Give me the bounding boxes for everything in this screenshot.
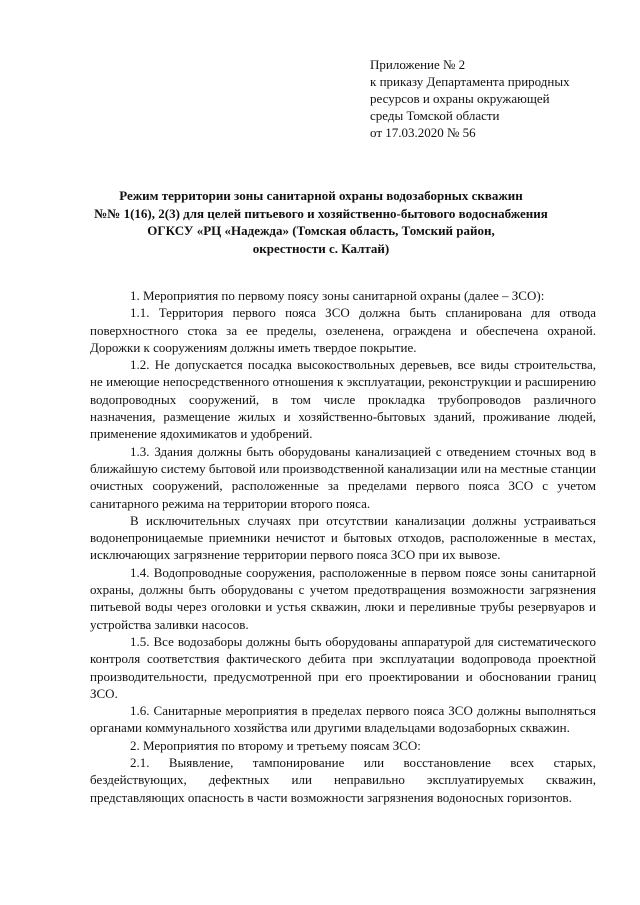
appendix-line: Приложение № 2 (370, 57, 466, 72)
paragraph-1-5: 1.5. Все водозаборы должны быть оборудованы аппаратурой для систематического контроля соответствия фактического дебита при эксплуатации водопровода проектной производительности, предусмотренной при его проектировании и обосновании границ ЗСО. (90, 633, 596, 701)
appendix-header (370, 56, 620, 141)
section-heading-2: 2. Мероприятия по второму и третьему поясам ЗСО: (130, 737, 421, 753)
document-title (60, 187, 582, 257)
document-body (90, 287, 596, 806)
paragraph-2-1: 2.1. Выявление, тампонирование или восстановление всех старых, бездействующих, дефектных или неправильно эксплуатируемых скважин, представляющих опасность в части возможности загрязнения водоносных горизонтов. (90, 755, 596, 805)
title-line: Режим территории зоны санитарной охраны водозаборных скважин (119, 188, 523, 203)
title-line: №№ 1(16), 2(3) для целей питьевого и хозяйственно-бытового водоснабжения (94, 205, 548, 221)
title-line: ОГКСУ «РЦ «Надежда» (Томская область, Томский район, (147, 223, 495, 239)
paragraph-1-3: 1.3. Здания должны быть оборудованы канализацией с отведением сточных вод в ближайшую систему бытовой или производственной канализации или на местные станции очистных сооружений, расположенные за пределами первого пояса ЗСО с учетом санитарного режима на территории второго пояса. (90, 443, 596, 511)
paragraph-1-3-exception: В исключительных случаях при отсутствии канализации должны устраиваться водонепроницаемые приемники нечистот и бытовых отходов, расположенные в местах, исключающих загрязнение территории первого пояса ЗСО при их вывозе. (90, 512, 596, 563)
title-line: окрестности с. Калтай) (252, 240, 390, 256)
appendix-line: ресурсов и охраны окружающей (370, 91, 550, 106)
paragraph-1-1: 1.1. Территория первого пояса ЗСО должна быть спланирована для отвода поверхностного стока за ее пределы, озеленена, ограждена и обеспечена охраной. Дорожки к сооружениям должны иметь твердое покрытие. (90, 305, 596, 355)
appendix-line: от 17.03.2020 № 56 (370, 125, 476, 140)
paragraph-1-2: 1.2. Не допускается посадка высокоствольных деревьев, все виды строительства, не имеющие непосредственного отношения к эксплуатации, реконструкции и расширению водопроводных сооружений, в том числе прокладка трубопроводов различного назначения, размещение жилых и хозяйственно-бытовых зданий, проживание людей, применение ядохимикатов и удобрений. (90, 357, 596, 442)
appendix-line: к приказу Департамента природных (370, 74, 570, 89)
section-heading-1: 1. Мероприятия по первому поясу зоны санитарной охраны (далее – ЗСО): (130, 288, 545, 303)
paragraph-1-6: 1.6. Санитарные мероприятия в пределах первого пояса ЗСО должны выполняться органами коммунального хозяйства или другими владельцами водозаборных скважин. (90, 703, 596, 736)
paragraph-1-4: 1.4. Водопроводные сооружения, расположенные в первом поясе зоны санитарной охраны, должны быть оборудованы с учетом предотвращения возможности загрязнения питьевой воды через оголовки и устья скважин, люки и переливные трубы резервуаров и устройства заливки насосов. (90, 564, 596, 632)
appendix-line: среды Томской области (370, 108, 500, 123)
